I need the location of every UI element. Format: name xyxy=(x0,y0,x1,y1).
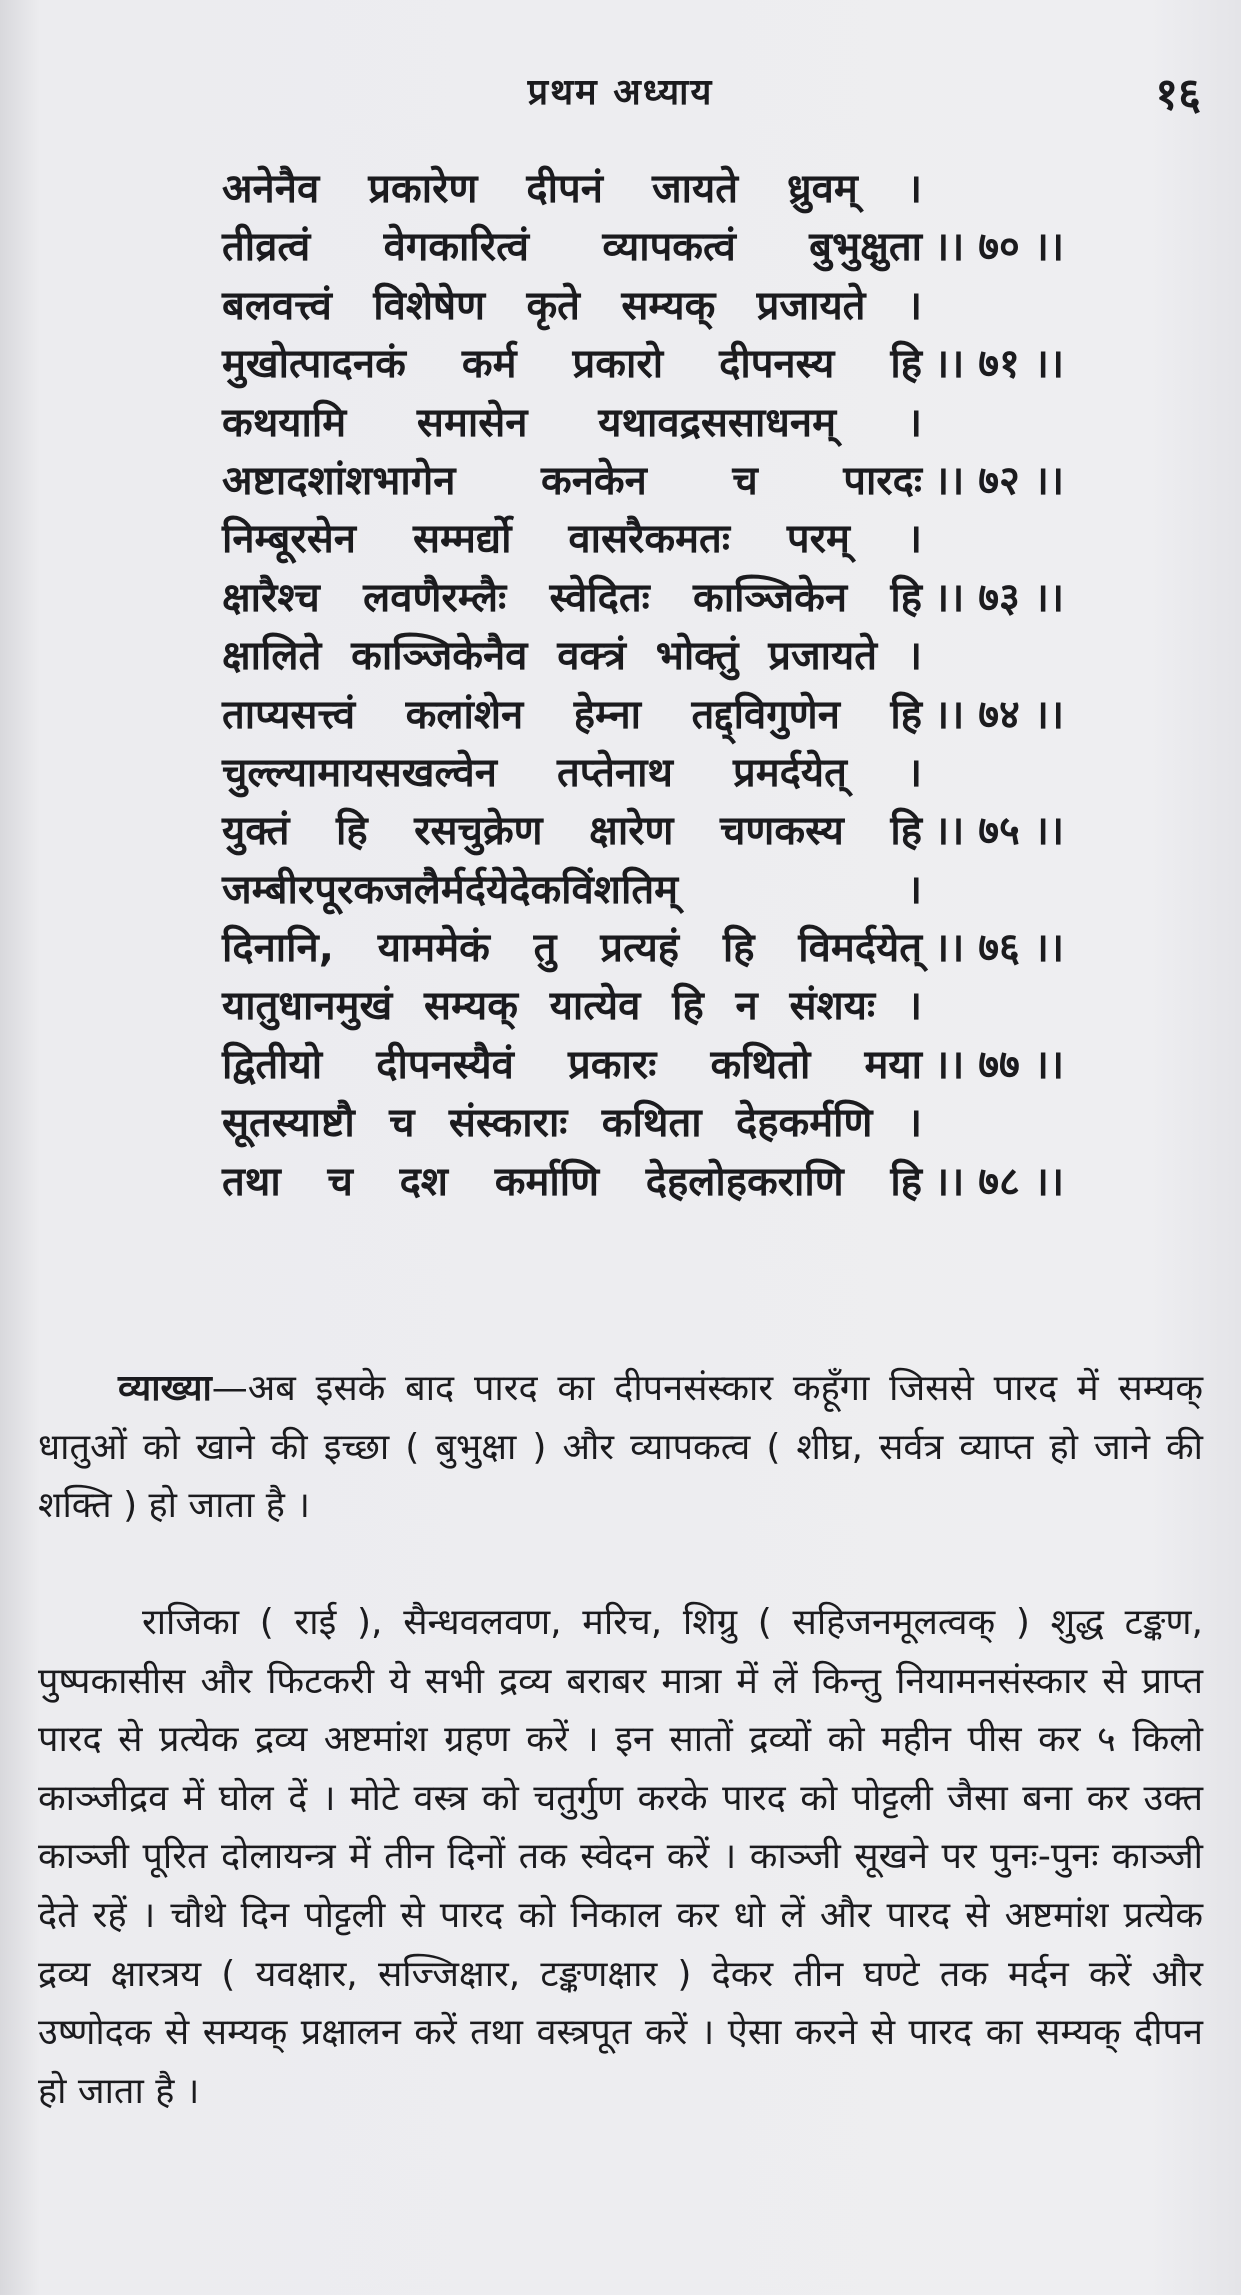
verse-text: अष्टादशांशभागेन कनकेन च पारदः xyxy=(222,457,922,504)
verse-text: यातुधानमुखं सम्यक् यात्येव हि न संशयः । xyxy=(222,983,922,1030)
verse-number: ।। ७८ ।। xyxy=(934,1158,1065,1205)
verse-number: ।। ७२ ।। xyxy=(934,457,1065,504)
page-header xyxy=(0,58,1241,128)
verse-line xyxy=(222,1094,1082,1152)
verse-text: सूतस्याष्टौ च संस्काराः कथिता देहकर्मणि । xyxy=(222,1100,922,1147)
verse-line xyxy=(222,919,1082,977)
verse-text: तीव्रत्वं वेगकारित्वं व्यापकत्वं बुभुक्षुता xyxy=(222,224,922,271)
verse-line xyxy=(222,394,1082,452)
verse-number: ।। ७० ।। xyxy=(934,224,1065,271)
verse-line xyxy=(222,335,1082,393)
verse-text: तथा च दश कर्माणि देहलोहकराणि हि xyxy=(222,1158,922,1205)
chapter-title: प्रथम अध्याय xyxy=(527,72,714,113)
commentary-label: व्याख्या xyxy=(118,1368,212,1409)
verse-line xyxy=(222,510,1082,568)
verse-line xyxy=(222,1036,1082,1094)
verse-line xyxy=(222,686,1082,744)
verse-text: निम्बूरसेन सम्मर्द्यो वासरैकमतः परम् । xyxy=(222,516,922,563)
verse-number: ।। ७७ ।। xyxy=(934,1041,1065,1088)
verse-text: कथयामि समासेन यथावद्रससाधनम् । xyxy=(222,399,922,446)
verse-block xyxy=(222,160,1082,1211)
verse-line xyxy=(222,744,1082,802)
verse-line xyxy=(222,569,1082,627)
verse-number: ।। ७४ ।। xyxy=(934,691,1065,738)
verse-text: बलवत्त्वं विशेषेण कृते सम्यक् प्रजायते । xyxy=(222,282,922,329)
verse-text: मुखोत्पादनकं कर्म प्रकारो दीपनस्य हि xyxy=(222,341,922,388)
verse-number: ।। ७५ ।। xyxy=(934,808,1065,855)
verse-line xyxy=(222,802,1082,860)
verse-number: ।। ७३ ।। xyxy=(934,574,1065,621)
commentary-paragraph: राजिका ( राई ), सैन्धवलवण, मरिच, शिग्रु ( सहिजनमूलत्वक् ) शुद्ध टङ्कण, पुष्पकासीस और फिटकरी ये सभी द्रव्य बराबर मात्रा में लें किन्तु नियामनसंस्कार से प्राप्त पारद से प्रत्येक द्रव्य अष्टमांश ग्रहण करें । इन सातों द्रव्यों को महीन पीस कर ५ किलो काञ्जीद्रव में घोल दें । मोटे वस्त्र को चतुर्गुण करके पारद को पोट्टली जैसा बना कर उक्त काञ्जी पूरित दोलायन्त्र में तीन दिनों तक स्वेदन करें । काञ्जी सूखने पर पुनः-पुनः काञ्जी देते रहें । चौथे दिन पोट्टली से पारद को निकाल कर धो लें और पारद से अष्टमांश प्रत्येक द्रव्य क्षारत्रय ( यवक्षार, सज्जिक्षार, टङ्कणक्षार ) देकर तीन घण्टे तक मर्दन करें और उष्णोदक से सम्यक् प्रक्षालन करें तथा वस्त्रपूत करें । ऐसा करने से पारद का सम्यक् दीपन हो जाता है । xyxy=(38,1602,1203,2112)
verse-line xyxy=(222,160,1082,218)
verse-line xyxy=(222,218,1082,276)
verse-text: जम्बीरपूरकजलैर्मर्दयेदेकविंशतिम् । xyxy=(222,866,922,913)
verse-line xyxy=(222,277,1082,335)
verse-line xyxy=(222,627,1082,685)
verse-text: अनेनैव प्रकारेण दीपनं जायते ध्रुवम् । xyxy=(222,166,922,212)
verse-text: दिनानि, याममेकं तु प्रत्यहं हि विमर्दयेत् xyxy=(222,925,922,972)
verse-line xyxy=(222,977,1082,1035)
page-number: १६ xyxy=(1155,69,1201,120)
verse-text: ताप्यसत्त्वं कलांशेन हेम्ना तद्द्विगुणेन हि xyxy=(222,691,922,738)
verse-text: क्षारैश्च लवणैरम्लैः स्वेदितः काञ्जिकेन हि xyxy=(222,574,922,621)
verse-line xyxy=(222,861,1082,919)
verse-line xyxy=(222,1153,1082,1211)
verse-text: द्वितीयो दीपनस्यैवं प्रकारः कथितो मया xyxy=(222,1041,922,1088)
commentary-text: —अब इसके बाद पारद का दीपनसंस्कार कहूँगा जिससे पारद में सम्यक् धातुओं को खाने की इच्छा ( बुभुक्षा ) और व्यापकत्व ( शीघ्र, सर्वत्र व्याप्त हो जाने की शक्ति ) हो जाता है । xyxy=(38,1368,1203,1527)
verse-number: ।। ७१ ।। xyxy=(934,341,1065,388)
verse-text: क्षालिते काञ्जिकेनैव वक्त्रं भोक्तुं प्रजायते । xyxy=(222,633,922,680)
verse-number: ।। ७६ ।। xyxy=(934,925,1065,972)
commentary-paragraph xyxy=(38,1360,1203,1536)
verse-line xyxy=(222,452,1082,510)
verse-text: चुल्ल्यामायसखल्वेन तप्तेनाथ प्रमर्दयेत् । xyxy=(222,749,922,796)
verse-text: युक्तं हि रसचुक्रेण क्षारेण चणकस्य हि xyxy=(222,808,922,855)
